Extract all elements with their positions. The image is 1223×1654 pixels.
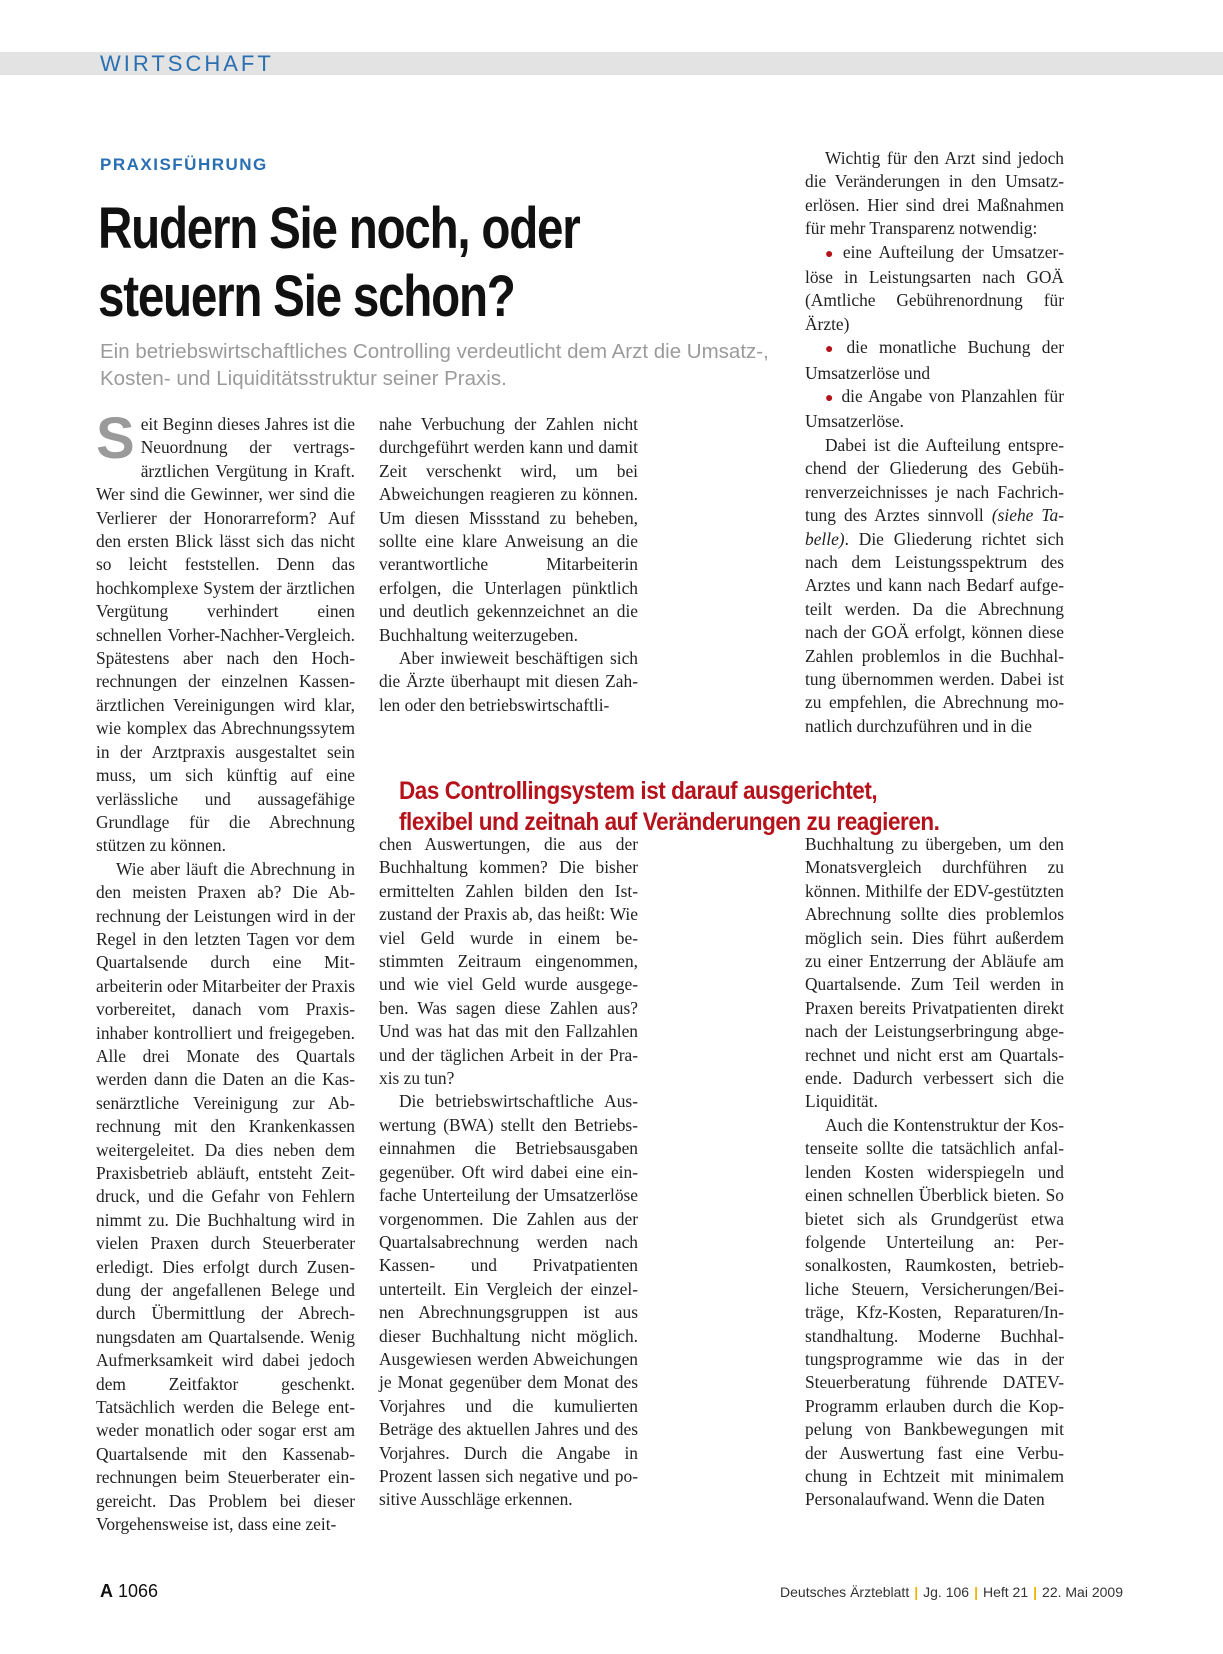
headline-line-2: steuern Sie schon? — [98, 264, 515, 329]
column-3-bottom — [805, 833, 1064, 1512]
paragraph: Wie aber läuft die Abrechnung in den meisten Praxen ab? Die Abrechnung der Leistungen wird in der Regel in den letzten Tagen vor dem Quartalsende durch eine Mitarbeiterin oder Mitarbeiter der Praxis vorbereitet, danach vom Praxisinhaber kontrolliert und freigegeben. Alle drei Monate des Quartals werden dann die Daten an die Kassenärztliche Vereinigung zur Abrechnung mit den Krankenkassen weitergeleitet. Da dies neben dem Praxisbetrieb abläuft, entsteht Zeitdruck, und die Gefahr von Fehlern nimmt zu. Die Buchhaltung wird in vielen Praxen durch Steuerberater erledigt. Dies erfolgt durch Zusendung der angefallenen Belege und durch Übermittlung der Abrechnungsdaten am Quartalsende. Wenig Aufmerksamkeit wird dabei jedoch dem Zeitfaktor geschenkt. Tatsächlich werden die Belege entweder monatlich oder sogar erst am Quartalsende mit den Kassenabrechnungen beim Steuerberater eingereicht. Das Problem bei dieser Vorgehensweise ist, dass eine zeit- — [96, 858, 355, 1535]
headline-line-1: Rudern Sie noch, oder — [98, 196, 580, 261]
drop-cap: S — [96, 406, 135, 471]
pull-quote-line-1: Das Controllingsystem ist darauf ausgerichtet, — [399, 777, 878, 805]
bullet-icon: ● — [825, 342, 841, 358]
date: 22. Mai 2009 — [1042, 1584, 1123, 1600]
volume: Jg. 106 — [923, 1584, 970, 1600]
paragraph: nahe Verbuchung der Zahlen nicht durchgeführt werden kann und damit Zeit verschenkt wird, um bei Abweichungen reagieren zu können. Um diesen Missstand zu beheben, sollte eine klare Anweisung an die verantwortliche Mitarbeiterin erfolgen, die Unterlagen pünktlich und deutlich gekennzeichnet an die Buchhaltung weiterzugeben. — [379, 414, 638, 645]
column-2-bottom — [379, 833, 638, 1512]
article-subline: Ein betriebswirtschaftliches Controlling verdeutlicht dem Arzt die Umsatz-, Kosten- und Liquiditätsstruktur seiner Praxis. — [100, 340, 769, 390]
bullet-icon: ● — [825, 246, 837, 262]
paragraph: eit Beginn dieses Jahres ist die Neuordnung der vertragsärztlichen Vergütung in Kraft. Wer sind die Gewinner, wer sind die Verlierer der Honorarreform? Auf den ersten Blick lässt sich das nicht so leicht feststellen. Denn das hochkomplexe System der ärztlichen Vergütung verhindert einen schnellen Vorher-Nachher-Vergleich. Spätestens aber nach den Hochrechnungen der einzelnen Kassenärztlichen Vereinigungen wird klar, wie komplex das Abrechnungssytem in der Arztpraxis ausgestaltet sein muss, um sich künftig auf eine verlässliche und aussagefähige Grundlage für die Abrechnung stützen zu können. — [96, 414, 355, 856]
column-2-top — [379, 413, 638, 717]
pull-quote — [399, 776, 975, 838]
bullet-item: ● eine Aufteilung der Umsatzerlöse in Leistungsarten nach GOÄ (Amtliche Gebührenordnung für Ärzte) — [805, 241, 1064, 334]
issue: Heft 21 — [982, 1584, 1029, 1600]
paragraph: Dabei ist die Aufteilung entsprechend der Gliederung des Gebührenverzeichnisses je nach Fachrichtung des Arztes sinnvoll (siehe Tabelle). Die Gliederung richtet sich nach dem Leistungsspektrum des Arztes und kann nach Bedarf aufgeteilt werden. Da die Abrechnung nach der GOÄ erfolgt, können diese Zahlen problemlos in die Buchhaltung übernommen werden. Dabei ist zu empfehlen, die Abrechnung monatlich durchzuführen und in die — [805, 434, 1064, 736]
paragraph: Auch die Kontenstruktur der Kostenseite sollte die tatsächlich anfallenden Kosten widerspiegeln und einen schnellen Überblick bieten. So bietet sich als Grundgerüst etwa folgende Unterteilung an: Personalkosten, Raumkosten, betriebliche Steuern, Versicherungen/Beiträge, Kfz-Kosten, Reparaturen/Instandhaltung. Moderne Buchhaltungsprogramme wie das in der Steuerberatung führende DATEV-Programm erlauben durch die Koppelung von Bankbewegungen mit der Auswertung fast eine Verbuchung in Echtzeit mit minimalem Personalaufwand. Wenn die Daten — [805, 1114, 1064, 1510]
paragraph: Aber inwieweit beschäftigen sich die Ärzte überhaupt mit diesen Zahlen oder den betriebswirtschaftli- — [379, 648, 638, 715]
paragraph: Die betriebswirtschaftliche Auswertung (BWA) stellt den Betriebseinnahmen die Betriebsausgaben gegenüber. Oft wird dabei eine einfache Unterteilung der Umsatzerlöse vorgenommen. Die Zahlen aus der Quartalsabrechnung werden nach Kassen- und Privatpatienten unterteilt. Ein Vergleich der einzelnen Abrechnungsgruppen ist aus dieser Buchhaltung nicht möglich. Ausgewiesen werden Abweichungen je Monat gegenüber dem Monat des Vorjahres und die kumulierten Beträge des aktuellen Jahres und des Vorjahres. Durch die Angabe in Prozent lassen sich negative und positive Ausschläge erkennen. — [379, 1091, 638, 1510]
page-number: A 1066 — [100, 1581, 159, 1601]
pull-quote-line-2: flexibel und zeitnah auf Veränderungen zu reagieren. — [399, 808, 940, 836]
paragraph: chen Auswertungen, die aus der Buchhaltung kommen? Die bisher ermittelten Zahlen bilden den Istzustand der Praxis ab, das heißt: Wie viel Geld wurde in einem bestimmten Zeitraum eingenommen, und wie viel Geld wurde ausgegeben. Was sagen diese Zahlen aus? Und was hat das mit den Fallzahlen und der täglichen Arbeit in der Praxis zu tun? — [379, 834, 638, 1089]
article-headline — [98, 195, 606, 331]
paragraph: Buchhaltung zu übergeben, um den Monatsvergleich durchführen zu können. Mithilfe der EDV-gestützten Abrechnung sollte dies problemlos möglich sein. Dies führt außerdem zu einer Entzerrung der Abläufe am Quartalsende. Zum Teil werden in Praxen bereits Privatpatienten direkt nach der Leistungserbringung abgerechnet und nicht erst am Quartalsende. Dadurch verbessert sich die Liquidität. — [805, 834, 1064, 1112]
section-label: WIRTSCHAFT — [100, 51, 274, 76]
paragraph: Wichtig für den Arzt sind jedoch die Veränderungen in den Umsatzerlösen. Hier sind drei Maßnahmen für mehr Transparenz notwendig: — [805, 148, 1064, 239]
bullet-icon: ● — [825, 391, 836, 407]
bullet-item: ● die Angabe von Planzahlen für Umsatzerlöse. — [805, 386, 1064, 432]
column-3-top — [805, 147, 1064, 738]
bullet-item: ● die monatliche Buchung der Umsatzerlöse und — [805, 337, 1064, 383]
article-kicker: PRAXISFÜHRUNG — [100, 155, 268, 174]
journal-name: Deutsches Ärzteblatt — [780, 1584, 910, 1600]
table-reference: (siehe Tabelle) — [805, 505, 1064, 549]
publication-info: Deutsches Ärzteblatt | Jg. 106 | Heft 21 | 22. Mai 2009 — [780, 1584, 1123, 1600]
column-1 — [96, 406, 355, 1537]
